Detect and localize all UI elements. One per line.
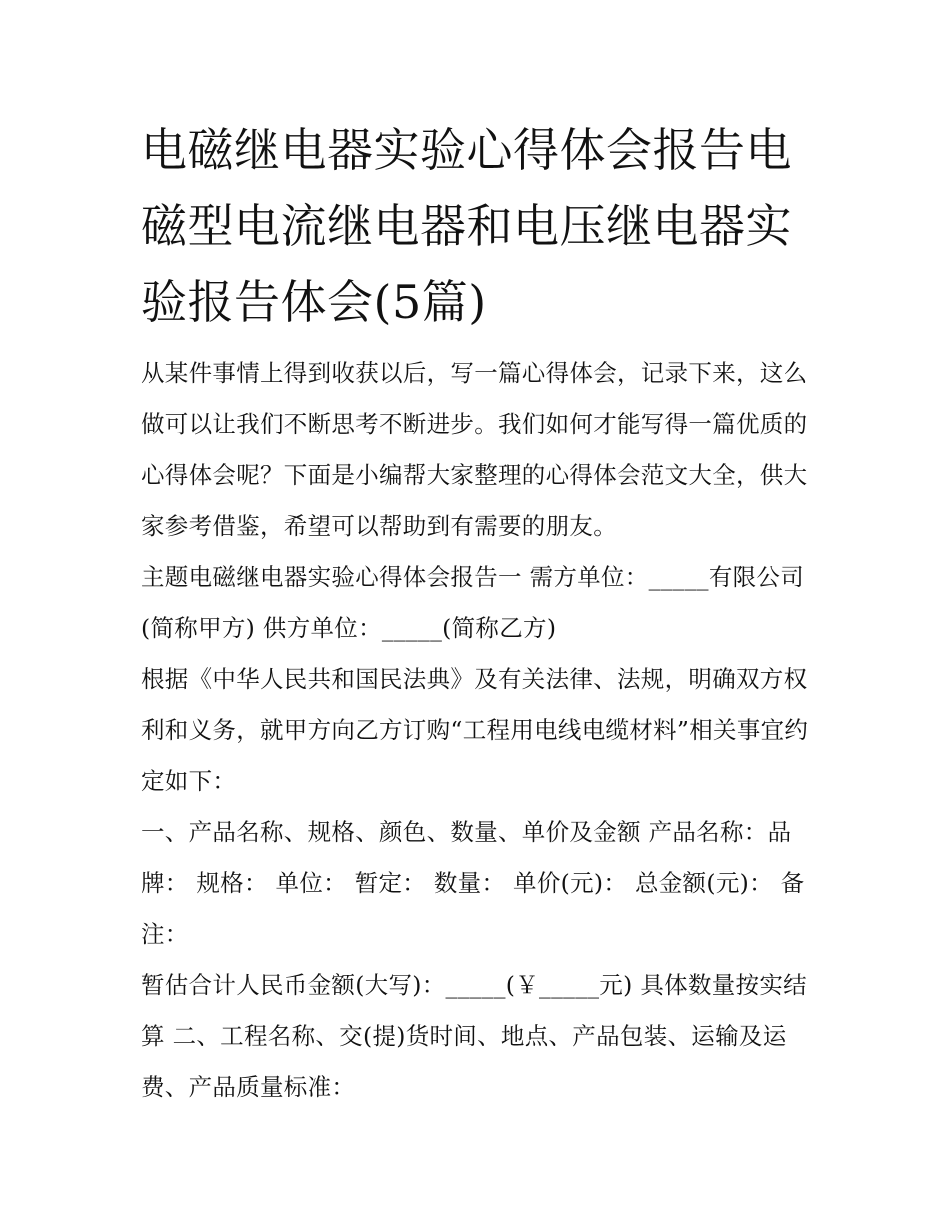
amount-paragraph: 暂估合计人民币金额(大写)：_____(￥_____元) 具体数量按实结算 二、工程名称、交(提)货时间、地点、产品包装、运输及运费、产品质量标准： xyxy=(141,971,807,1101)
document-title: 电磁继电器实验心得体会报告电磁型电流继电器和电压继电器实验报告体会(5篇) xyxy=(141,123,792,329)
intro-paragraph: 从某件事情上得到收获以后，写一篇心得体会，记录下来，这么做可以让我们不断思考不断进步。我们如何才能写得一篇优质的心得体会呢？下面是小编帮大家整理的心得体会范文大全，供大家参考借鉴，希望可以帮助到有需要的朋友。 xyxy=(141,359,808,540)
product-spec-paragraph: 一、产品名称、规格、颜色、数量、单价及金额 产品名称：品牌： 规格： 单位： 暂定： 数量： 单价(元)： 总金额(元)： 备注： xyxy=(141,818,805,948)
parties-paragraph: 主题电磁继电器实验心得体会报告一 需方单位：_____有限公司(简称甲方) 供方单位：_____(简称乙方) xyxy=(141,563,805,642)
document-page xyxy=(141,112,821,1113)
legal-basis-paragraph: 根据《中华人民共和国民法典》及有关法律、法规，明确双方权利和义务，就甲方向乙方订购“工程用电线电缆材料”相关事宜约定如下： xyxy=(141,665,809,795)
